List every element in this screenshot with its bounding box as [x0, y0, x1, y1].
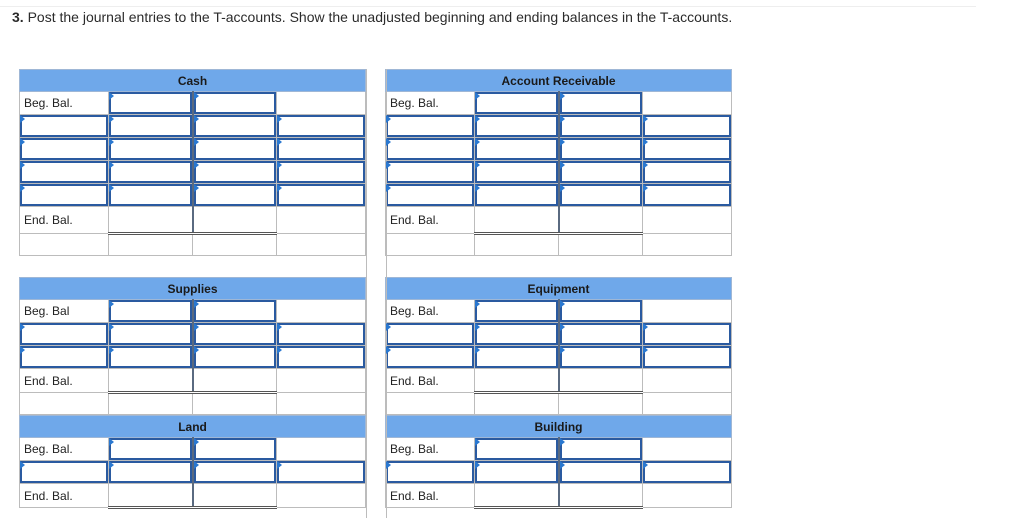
amount-input[interactable] — [475, 323, 558, 345]
entry-label-input[interactable] — [20, 461, 109, 484]
entry-input[interactable] — [386, 138, 474, 160]
debit-input[interactable] — [475, 184, 559, 207]
entry-label-input[interactable] — [386, 461, 475, 484]
spacer-cell — [277, 393, 366, 415]
amount-input[interactable] — [475, 300, 558, 322]
question-text: Post the journal entries to the T-accounts. Show the unadjusted beginning and ending balances in the T-accounts. — [27, 9, 733, 25]
credit-input[interactable] — [643, 161, 732, 184]
credit-label-input[interactable] — [559, 323, 643, 346]
amount-input[interactable] — [109, 92, 192, 114]
credit-input[interactable] — [277, 138, 366, 161]
empty-cell — [277, 369, 366, 393]
amount-input[interactable] — [475, 346, 558, 368]
debit-input[interactable] — [475, 346, 559, 369]
credit-label-input[interactable] — [559, 346, 643, 369]
credit-label-input[interactable] — [193, 346, 277, 369]
amount-input[interactable] — [560, 300, 643, 322]
spacer-cell — [559, 234, 643, 256]
entry-input[interactable] — [194, 184, 277, 206]
entry-input[interactable] — [386, 323, 474, 345]
empty-cell — [277, 92, 366, 115]
debit-input[interactable] — [109, 161, 193, 184]
end-bal-debit-cell — [109, 369, 193, 393]
debit-input[interactable] — [109, 323, 193, 346]
credit-label-input[interactable] — [559, 115, 643, 138]
amount-input[interactable] — [475, 438, 558, 460]
empty-cell — [277, 438, 366, 461]
entry-input[interactable] — [194, 115, 277, 137]
end-bal-debit-cell — [475, 484, 559, 508]
credit-label-input[interactable] — [559, 461, 643, 484]
debit-input[interactable] — [475, 115, 559, 138]
t-account-title: Land — [20, 416, 366, 438]
amount-input[interactable] — [643, 184, 731, 206]
column-gap — [366, 69, 387, 518]
end-bal-label: End. Bal. — [20, 207, 109, 234]
debit-input[interactable] — [475, 323, 559, 346]
beg-bal-debit-input[interactable] — [475, 438, 559, 461]
entry-input[interactable] — [386, 161, 474, 183]
t-account-cash — [19, 69, 366, 256]
end-bal-label: End. Bal. — [386, 207, 475, 234]
amount-input[interactable] — [277, 184, 365, 206]
entry-input[interactable] — [194, 323, 277, 345]
spacer-cell — [475, 393, 559, 415]
empty-cell — [643, 92, 732, 115]
credit-input[interactable] — [277, 323, 366, 346]
credit-label-input[interactable] — [559, 184, 643, 207]
amount-input[interactable] — [643, 461, 731, 483]
end-bal-label: End. Bal. — [20, 369, 109, 393]
end-bal-debit-cell — [475, 369, 559, 393]
spacer-cell — [277, 234, 366, 256]
debit-input[interactable] — [475, 461, 559, 484]
entry-input[interactable] — [386, 461, 474, 483]
amount-input[interactable] — [643, 323, 731, 345]
entry-input[interactable] — [194, 161, 277, 183]
credit-label-input[interactable] — [559, 138, 643, 161]
end-bal-debit-cell — [475, 207, 559, 234]
entry-input[interactable] — [20, 323, 108, 345]
amount-input[interactable] — [109, 184, 192, 206]
entry-label-input[interactable] — [20, 346, 109, 369]
credit-input[interactable] — [643, 461, 732, 484]
end-bal-credit-cell — [559, 369, 643, 393]
entry-label-input[interactable] — [386, 346, 475, 369]
spacer-cell — [643, 234, 732, 256]
spacer-cell — [643, 393, 732, 415]
end-bal-debit-cell — [109, 484, 193, 508]
amount-input[interactable] — [560, 438, 643, 460]
t-account-title: Cash — [20, 70, 366, 92]
spacer-cell — [193, 234, 277, 256]
amount-input[interactable] — [475, 115, 558, 137]
entry-input[interactable] — [560, 461, 643, 483]
entry-input[interactable] — [386, 346, 474, 368]
entry-label-input[interactable] — [386, 184, 475, 207]
entry-input[interactable] — [194, 461, 277, 483]
amount-input[interactable] — [109, 138, 192, 160]
beg-bal-credit-label-input[interactable] — [559, 438, 643, 461]
spacer-cell — [193, 393, 277, 415]
t-account-supplies — [19, 277, 366, 415]
spacer-cell — [386, 234, 475, 256]
amount-input[interactable] — [194, 300, 277, 322]
entry-input[interactable] — [20, 184, 108, 206]
beg-bal-credit-label-input[interactable] — [559, 300, 643, 323]
debit-input[interactable] — [109, 346, 193, 369]
end-bal-label: End. Bal. — [386, 484, 475, 508]
empty-cell — [643, 207, 732, 234]
end-bal-credit-cell — [559, 207, 643, 234]
entry-input[interactable] — [560, 115, 643, 137]
spacer-cell — [109, 393, 193, 415]
entry-input[interactable] — [560, 184, 643, 206]
credit-label-input[interactable] — [193, 138, 277, 161]
t-account-account-receivable — [385, 69, 732, 256]
end-bal-credit-cell — [559, 484, 643, 508]
amount-input[interactable] — [475, 161, 558, 183]
credit-input[interactable] — [643, 184, 732, 207]
debit-input[interactable] — [109, 461, 193, 484]
amount-input[interactable] — [277, 346, 365, 368]
credit-input[interactable] — [643, 115, 732, 138]
entry-label-input[interactable] — [386, 161, 475, 184]
empty-cell — [277, 300, 366, 323]
spacer-cell — [559, 393, 643, 415]
amount-input[interactable] — [560, 92, 643, 114]
beg-bal-credit-label-input[interactable] — [193, 300, 277, 323]
amount-input[interactable] — [475, 184, 558, 206]
t-account-equipment — [385, 277, 732, 415]
t-account-building — [385, 415, 732, 509]
entry-label-input[interactable] — [386, 323, 475, 346]
beg-bal-label: Beg. Bal. — [386, 300, 475, 323]
entry-input[interactable] — [386, 184, 474, 206]
empty-cell — [277, 207, 366, 234]
beg-bal-label: Beg. Bal. — [20, 92, 109, 115]
top-divider — [0, 6, 976, 7]
beg-bal-debit-input[interactable] — [475, 300, 559, 323]
amount-input[interactable] — [109, 161, 192, 183]
amount-input[interactable] — [109, 115, 192, 137]
spacer-cell — [475, 234, 559, 256]
debit-input[interactable] — [109, 138, 193, 161]
entry-label-input[interactable] — [20, 115, 109, 138]
beg-bal-debit-input[interactable] — [109, 438, 193, 461]
empty-cell — [643, 300, 732, 323]
end-bal-credit-cell — [193, 369, 277, 393]
amount-input[interactable] — [277, 461, 365, 483]
credit-label-input[interactable] — [193, 323, 277, 346]
t-account-title: Building — [386, 416, 732, 438]
credit-input[interactable] — [277, 184, 366, 207]
empty-cell — [643, 484, 732, 508]
amount-input[interactable] — [194, 438, 277, 460]
t-account-title: Equipment — [386, 278, 732, 300]
entry-input[interactable] — [560, 346, 643, 368]
credit-label-input[interactable] — [193, 184, 277, 207]
spacer-cell — [386, 393, 475, 415]
entry-label-input[interactable] — [20, 184, 109, 207]
credit-input[interactable] — [277, 161, 366, 184]
beg-bal-debit-input[interactable] — [109, 92, 193, 115]
amount-input[interactable] — [277, 115, 365, 137]
entry-input[interactable] — [20, 461, 108, 483]
entry-input[interactable] — [194, 138, 277, 160]
amount-input[interactable] — [475, 461, 558, 483]
beg-bal-debit-input[interactable] — [475, 92, 559, 115]
end-bal-credit-cell — [193, 484, 277, 508]
credit-label-input[interactable] — [193, 461, 277, 484]
entry-input[interactable] — [560, 323, 643, 345]
entry-input[interactable] — [20, 115, 108, 137]
debit-input[interactable] — [109, 115, 193, 138]
amount-input[interactable] — [643, 138, 731, 160]
credit-input[interactable] — [643, 138, 732, 161]
end-bal-label: End. Bal. — [20, 484, 109, 508]
credit-input[interactable] — [643, 323, 732, 346]
credit-label-input[interactable] — [193, 161, 277, 184]
amount-input[interactable] — [109, 300, 192, 322]
amount-input[interactable] — [475, 138, 558, 160]
entry-label-input[interactable] — [20, 161, 109, 184]
entry-input[interactable] — [20, 346, 108, 368]
entry-input[interactable] — [194, 346, 277, 368]
spacer-cell — [20, 393, 109, 415]
amount-input[interactable] — [109, 346, 192, 368]
amount-input[interactable] — [643, 161, 731, 183]
amount-input[interactable] — [277, 323, 365, 345]
end-bal-debit-cell — [109, 207, 193, 234]
beg-bal-debit-input[interactable] — [109, 300, 193, 323]
t-account-title: Supplies — [20, 278, 366, 300]
beg-bal-credit-label-input[interactable] — [559, 92, 643, 115]
entry-label-input[interactable] — [386, 115, 475, 138]
t-account-land — [19, 415, 366, 509]
entry-input[interactable] — [560, 138, 643, 160]
beg-bal-label: Beg. Bal. — [386, 92, 475, 115]
end-bal-credit-cell — [193, 207, 277, 234]
amount-input[interactable] — [475, 92, 558, 114]
entry-label-input[interactable] — [386, 138, 475, 161]
entry-input[interactable] — [20, 138, 108, 160]
amount-input[interactable] — [109, 323, 192, 345]
entry-input[interactable] — [20, 161, 108, 183]
credit-input[interactable] — [277, 461, 366, 484]
amount-input[interactable] — [643, 115, 731, 137]
beg-bal-label: Beg. Bal. — [20, 438, 109, 461]
credit-input[interactable] — [643, 346, 732, 369]
debit-input[interactable] — [475, 138, 559, 161]
entry-input[interactable] — [386, 115, 474, 137]
credit-label-input[interactable] — [559, 161, 643, 184]
credit-input[interactable] — [277, 346, 366, 369]
entry-input[interactable] — [560, 161, 643, 183]
amount-input[interactable] — [643, 346, 731, 368]
t-account-title: Account Receivable — [386, 70, 732, 92]
debit-input[interactable] — [109, 184, 193, 207]
entry-label-input[interactable] — [20, 138, 109, 161]
spacer-cell — [109, 234, 193, 256]
entry-label-input[interactable] — [20, 323, 109, 346]
empty-cell — [643, 438, 732, 461]
amount-input[interactable] — [109, 461, 192, 483]
debit-input[interactable] — [475, 161, 559, 184]
beg-bal-credit-label-input[interactable] — [193, 438, 277, 461]
beg-bal-credit-label-input[interactable] — [193, 92, 277, 115]
end-bal-label: End. Bal. — [386, 369, 475, 393]
beg-bal-label: Beg. Bal. — [386, 438, 475, 461]
credit-input[interactable] — [277, 115, 366, 138]
credit-label-input[interactable] — [193, 115, 277, 138]
empty-cell — [643, 369, 732, 393]
amount-input[interactable] — [277, 161, 365, 183]
question-number: 3. — [12, 9, 24, 25]
spacer-cell — [20, 234, 109, 256]
amount-input[interactable] — [109, 438, 192, 460]
beg-bal-label: Beg. Bal — [20, 300, 109, 323]
amount-input[interactable] — [277, 138, 365, 160]
amount-input[interactable] — [194, 92, 277, 114]
instructions — [12, 9, 732, 25]
empty-cell — [277, 484, 366, 508]
